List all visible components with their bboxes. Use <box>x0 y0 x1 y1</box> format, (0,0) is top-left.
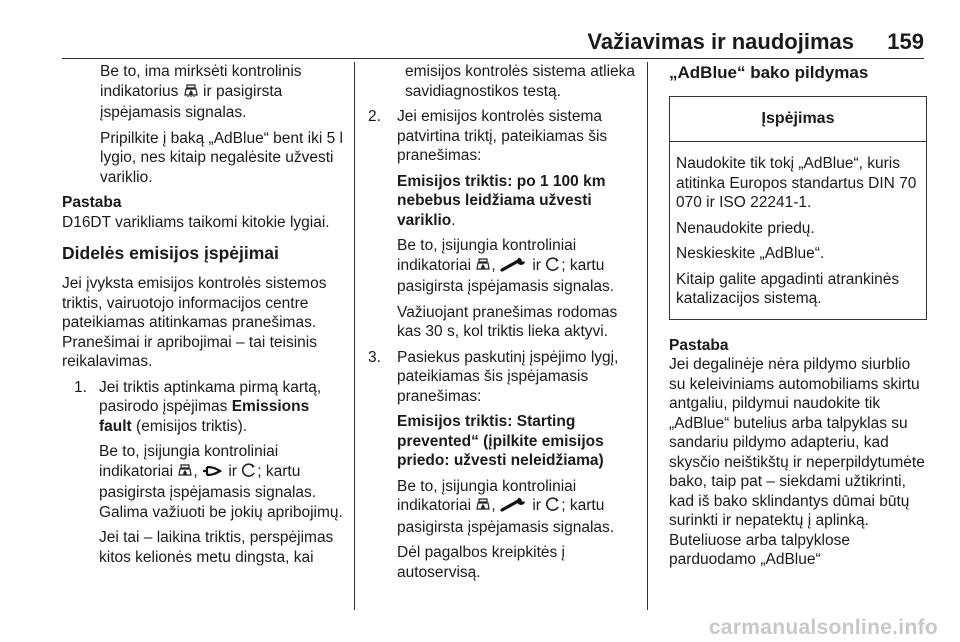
message-text: Emissions fault <box>99 398 310 435</box>
warning-text: Naudokite tik tokį „AdBlue“, kuris atitinka Europos standartus DIN 70 070 ir ISO 22241-1. <box>676 155 917 211</box>
message-text: Emisijos triktis: po 1 100 km nebebus leidžiama užvesti variklio <box>397 172 606 229</box>
warning-text: Nenaudokite priedų. <box>676 219 815 237</box>
column-1 <box>62 62 344 573</box>
list-item: 3. Pasiekus paskutinį įspėjimo lygį, pateikiamas šis įspėjamasis pranešimas: Emisijos triktis: Starting prevented“ (įpilkite emisijos priedo: užvesti neleidžiama) Be to, įsijungia kontroliniai indikatoriai , ir ; kartu pasigirsta įspėjamasis signalas. Dėl pagalbos kreipkitės į autoservisą. <box>368 348 640 583</box>
column-divider <box>647 62 648 610</box>
list-number: 3. <box>368 348 381 366</box>
page-number: 159 <box>887 29 924 54</box>
adblue-indicator-icon <box>475 256 491 278</box>
page-header <box>62 30 924 59</box>
paragraph: Be to, ima mirksėti kontrolinis indikatorius ir pasigirsta įspėjamasis signalas. <box>100 63 302 121</box>
service-wrench-icon <box>500 496 528 518</box>
intro-paragraph: Jei įvyksta emisijos kontrolės sistemos triktis, vairuotojo informacijos centre pateikiamas atitinkamas pranešimas. Pranešimai ir apribojimai – tai teisinis reikalavimas. <box>62 275 327 370</box>
warning-box <box>669 96 927 320</box>
adblue-indicator-icon <box>475 496 491 518</box>
service-wrench-icon <box>500 256 528 278</box>
list-number: 1. <box>74 378 87 396</box>
list-number: 2. <box>368 108 381 125</box>
preheat-coil-icon <box>202 464 224 484</box>
list-item: 2. Jei emisijos kontrolės sistema patvirtina triktį, pateikiamas šis pranešimas: Emisijos triktis: po 1 100 km nebebus leidžiama užvesti variklio. Be to, įsijungia kontroliniai indikatoriai , ir ; kartu pasigirsta įspėjamasis signalas. Važiuojant pranešimas rodomas kas 30 s, kol triktis lieka aktyvi. <box>368 108 618 340</box>
note-label: Pastaba <box>669 336 729 354</box>
paragraph: Pripilkite į baką „AdBlue“ bent iki 5 l lygio, nes kitaip negalėsite užvesti variklio. <box>100 129 343 186</box>
warning-text: Neskieskite „AdBlue“. <box>676 245 825 262</box>
section-title: Važiavimas ir naudojimas <box>587 29 854 54</box>
message-text: Emisijos triktis: Starting prevented“ (įpilkite emisijos priedo: užvesti neleidžiama) <box>397 413 604 469</box>
watermark-text: carmanualsonline.info <box>708 616 938 639</box>
adblue-indicator-icon <box>183 82 199 104</box>
warning-title: Įspėjimas <box>670 97 926 142</box>
list-item: 1. Jei triktis aptinkama pirmą kartą, pasirodo įspėjimas Emissions fault (emisijos triktis). Be to, įsijungia kontroliniai indikatoriai , ir ; kartu pasigirsta įspėjamasis signalas. Galima važiuoti be jokių apribojimų. Jei tai – laikina triktis, perspėjimas kitos kelionės metu dingsta, kai <box>74 378 343 566</box>
engine-check-icon <box>545 496 561 518</box>
section-heading: Didelės emisijos įspėjimai <box>62 243 279 263</box>
section-heading: „AdBlue“ bako pildymas <box>669 63 869 82</box>
note-text: D16DT varikliams taikomi kitokie lygiai. <box>62 213 330 231</box>
engine-check-icon <box>241 462 257 484</box>
engine-check-icon <box>545 256 561 278</box>
column-3 <box>669 62 927 576</box>
column-divider <box>354 62 355 610</box>
note-label: Pastaba <box>62 194 122 211</box>
adblue-indicator-icon <box>177 462 193 484</box>
paragraph: emisijos kontrolės sistema atlieka savidiagnostikos testą. <box>405 63 636 100</box>
note-text: Jei degalinėje nėra pildymo siurblio su keleiviniams automobiliams skirtu antgaliu, pildymui naudokite tik „AdBlue“ butelius arba talpyklas su sandariu pildymo adapteriu, kad skysčio neištikštų ir neperpildytumėte bako, taip pat – siekdami užtikrinti, kad iš bako sklindantys dūmai būtų surinkti ir nepatektų į aplinką. Buteliuose arba talpyklose parduodamo „AdBlue“ <box>669 356 925 568</box>
warning-text: Kitaip galite apgadinti atrankinės katalizacijos sistemą. <box>676 270 900 307</box>
column-2 <box>368 62 640 588</box>
